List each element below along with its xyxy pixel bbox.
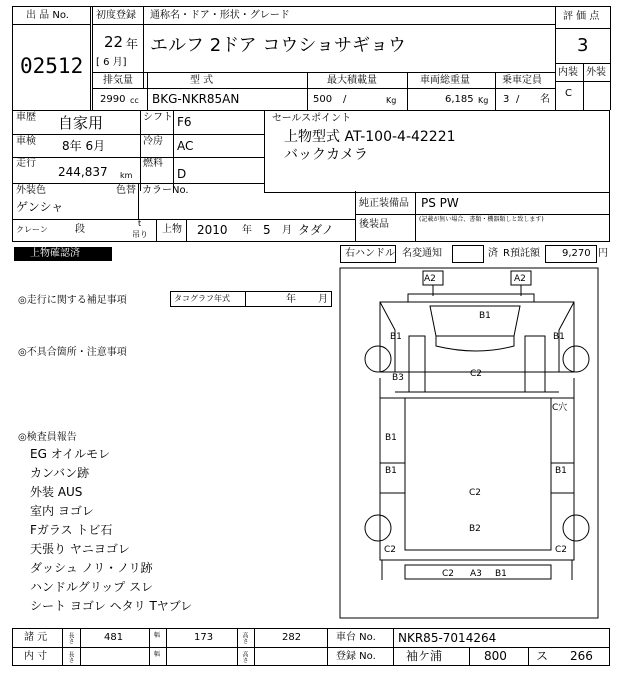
- max-load-value: 500: [313, 94, 333, 105]
- length-value: 481: [104, 632, 124, 643]
- type-label: 型 式: [190, 75, 214, 86]
- first-reg-label: 初度登録: [96, 10, 136, 21]
- registration-number: 266: [570, 649, 593, 663]
- lot-label: 出 品 No.: [26, 10, 69, 21]
- registration-class: 800: [484, 649, 507, 663]
- recycle-label: R預託額: [503, 248, 540, 259]
- report-line: 室内 ヨゴレ: [30, 504, 94, 518]
- interior-length-label: 長さ: [67, 651, 74, 663]
- year-unit: 年: [126, 37, 139, 51]
- width-label: 幅: [154, 632, 161, 639]
- body-month: 5: [263, 223, 271, 237]
- damage-mark: C2: [384, 545, 397, 555]
- capacity-unit: 名: [540, 94, 550, 105]
- report-line: Fガラス トビ石: [30, 523, 113, 537]
- interior-height-label: 高さ: [241, 651, 248, 663]
- tachograph-month-unit: 月: [318, 294, 328, 305]
- registration-label: 登録 No.: [336, 651, 376, 662]
- model-name: エルフ 2ドア コウショサギョウ: [150, 35, 406, 56]
- damage-mark: B1: [385, 466, 397, 476]
- tachograph-label: タコグラフ年式: [174, 294, 230, 303]
- exterior-grade-label: 外装: [586, 67, 606, 78]
- width-value: 173: [194, 632, 214, 643]
- height-value: 282: [282, 632, 302, 643]
- recycle-unit: 円: [598, 248, 608, 259]
- steering-value: 右ハンドル: [345, 248, 395, 259]
- damage-mark: B1: [479, 311, 491, 321]
- capacity-label: 乗車定員: [502, 75, 542, 86]
- driving-notes-label: ◎走行に関する補足事項: [18, 295, 127, 306]
- crane-ton: t: [138, 219, 142, 228]
- max-load-sep: /: [343, 94, 347, 105]
- genuine-equipment-label: 純正装備品: [359, 198, 409, 209]
- confirmation-banner-text: 上物確認済: [30, 248, 80, 259]
- registration-area: 袖ケ浦: [406, 649, 443, 663]
- report-line: ダッシュ ノリ・ノリ跡: [30, 561, 153, 575]
- registration-kana: ス: [536, 649, 549, 663]
- max-load-label: 最大積載量: [327, 75, 377, 86]
- sales-point-2: バックカメラ: [284, 147, 368, 163]
- first-reg-month: [ 6 月]: [96, 57, 127, 68]
- displacement-unit: cc: [130, 96, 139, 105]
- damage-mark: C2: [555, 545, 568, 555]
- chassis-label: 車台 No.: [336, 632, 376, 643]
- interior-width-label: 幅: [154, 651, 161, 658]
- damage-mark: A2: [424, 274, 436, 284]
- report-line: 天張り ヤニヨゴレ: [30, 542, 130, 556]
- crane-stage: 段: [75, 224, 85, 235]
- crane-lift: 吊り: [132, 230, 148, 239]
- body-month-char: 月: [282, 225, 292, 236]
- body-year: 2010: [197, 223, 228, 237]
- defects-label: ◎不具合箇所・注意事項: [18, 347, 127, 358]
- damage-mark: B2: [469, 524, 481, 534]
- report-line: EG オイルモレ: [30, 447, 111, 461]
- aftermarket-note: (記載が無い場合、書類・機器類しと致します): [419, 216, 544, 223]
- recycle-amount: 9,270: [562, 248, 591, 259]
- grade-label: 評 価 点: [563, 11, 600, 22]
- capacity-value: 3: [503, 94, 510, 105]
- genuine-equipment-items: PS PW: [421, 196, 459, 210]
- damage-mark: A2: [514, 274, 526, 284]
- damage-mark: B1: [385, 433, 397, 443]
- color-value: ゲンシャ: [16, 200, 64, 214]
- color-code-label: カラーNo.: [142, 185, 189, 196]
- report-line: カンバン跡: [30, 466, 90, 480]
- interior-grade-value: C: [565, 88, 572, 99]
- body-year-char: 年: [242, 225, 252, 236]
- inspection-label: 車検: [16, 136, 36, 147]
- damage-mark: B3: [392, 373, 404, 383]
- body-label: 上物: [162, 224, 182, 235]
- model-header-label: 通称名・ドア・形状・グレード: [150, 10, 290, 21]
- tachograph-year-unit: 年: [286, 294, 296, 305]
- dimensions-label: 諸 元: [24, 632, 48, 643]
- usage-value: 自家用: [58, 114, 104, 132]
- shift-value: F6: [177, 115, 192, 129]
- max-load-unit: Kg: [386, 96, 397, 105]
- color-no-label: 色替: [116, 185, 136, 196]
- name-change-label: 名変通知: [402, 248, 442, 259]
- report-line: シート ヨゴレ ヘタリ Tヤブレ: [30, 599, 193, 613]
- mileage-label: 走行: [16, 158, 36, 169]
- height-label: 高さ: [241, 632, 248, 644]
- inspector-report-label: ◎検査員報告: [18, 432, 77, 443]
- mileage-value: 244,837: [58, 165, 108, 179]
- sales-point-1: 上物型式 AT-100-4-42221: [284, 129, 456, 145]
- gvw-label: 車両総重量: [420, 75, 470, 86]
- interior-dims-label: 内 寸: [24, 651, 48, 662]
- length-label: 長さ: [67, 632, 74, 644]
- chassis-number: NKR85-7014264: [398, 631, 497, 645]
- report-line: 外装 AUS: [30, 485, 83, 499]
- recycle-prefix: 済: [488, 248, 498, 259]
- damage-mark: C2: [469, 488, 482, 498]
- interior-grade-label: 内装: [558, 67, 578, 78]
- damage-mark: B1: [390, 332, 402, 342]
- gvw-value: 6,185: [445, 94, 474, 105]
- mileage-unit: km: [120, 171, 133, 180]
- usage-label: 車歴: [16, 112, 36, 123]
- damage-mark: B1: [495, 569, 507, 579]
- inspection-value: 8年 6月: [62, 139, 106, 153]
- ac-value: AC: [177, 139, 194, 153]
- fuel-label: 燃料: [143, 158, 163, 169]
- damage-mark: C2: [470, 369, 483, 379]
- fuel-value: D: [177, 167, 187, 181]
- damage-mark: C2: [442, 569, 455, 579]
- aftermarket-label: 後装品: [359, 219, 389, 230]
- lot-number: 02512: [20, 54, 84, 78]
- model-code: BKG-NKR85AN: [152, 92, 240, 106]
- ac-label: 冷房: [143, 136, 163, 147]
- damage-mark: C穴: [552, 403, 568, 413]
- damage-mark: B1: [553, 332, 565, 342]
- body-maker: タダノ: [298, 223, 334, 237]
- displacement-label: 排気量: [103, 75, 133, 86]
- crane-label: クレーン: [16, 225, 48, 234]
- damage-mark: A3: [470, 569, 482, 579]
- first-reg-year: 22: [104, 33, 124, 51]
- capacity-sep: /: [516, 94, 520, 105]
- displacement-value: 2990: [100, 94, 126, 105]
- grade-value: 3: [577, 35, 589, 56]
- report-line: ハンドルグリップ スレ: [30, 580, 154, 594]
- color-label: 外装色: [16, 185, 46, 196]
- damage-mark: B1: [555, 466, 567, 476]
- gvw-unit: Kg: [478, 96, 489, 105]
- shift-label: シフト: [143, 112, 173, 123]
- sales-points-label: セールスポイント: [272, 113, 352, 124]
